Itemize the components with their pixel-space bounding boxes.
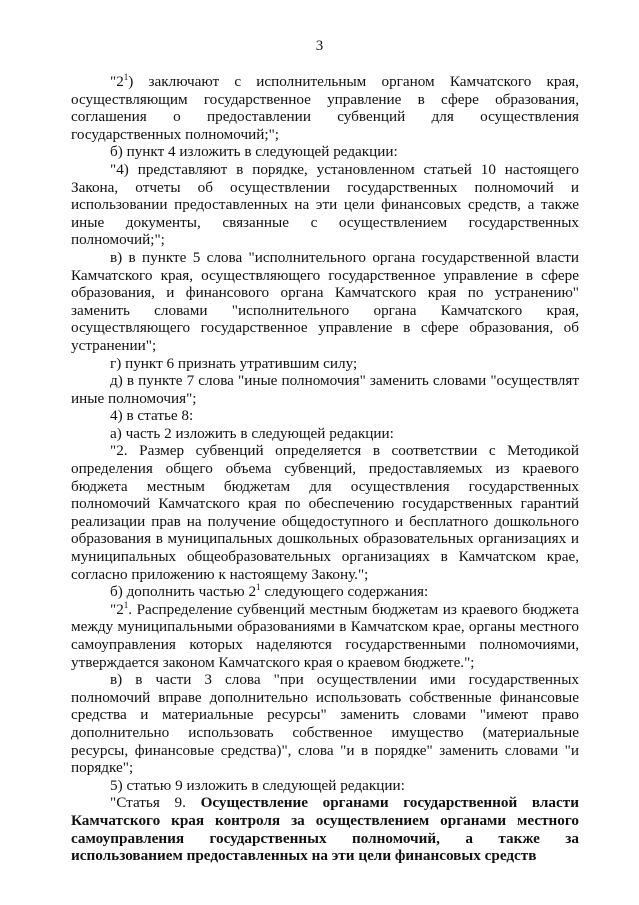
superscript: 1 (123, 599, 129, 610)
paragraph (71, 671, 579, 777)
text-run: "4) представляют в порядке, установленном статьей 10 настоящего Закона, отчеты об осуществлении государственных полномочий и использовании предоставленных на эти цели финансовых средств, а также иные документы, связанные с осуществлением государственных полномочий;"; (71, 160, 579, 249)
text-run: б) дополнить частью 2 (110, 583, 257, 601)
text-run: следующего содержания: (260, 583, 429, 601)
text-run: "2 (110, 73, 124, 90)
paragraph (71, 583, 579, 601)
document-body (71, 73, 579, 865)
paragraph (71, 442, 579, 583)
text-run: б) пункт 4 изложить в следующей редакции: (110, 143, 398, 161)
text-run: ) заключают с исполнительным органом Камчатского края, осуществляющим государственное управление в сфере образования, соглашения о предоставлении субвенций для осуществления государственных полномочий;"; (71, 73, 579, 143)
text-run: "2 (110, 600, 124, 618)
paragraph (71, 249, 579, 355)
text-run: 5) статью 9 изложить в следующей редакции: (110, 776, 405, 794)
page-number: 3 (315, 38, 324, 54)
paragraph (71, 161, 579, 249)
superscript: 1 (256, 582, 261, 593)
text-run: д) в пункте 7 слова "иные полномочия" заменить словами "осуществлят иные полномочия"; (71, 372, 579, 407)
bold-heading-text: Осуществление органами государственной власти Камчатского края контроля за осуществлением органами местного самоуправления государственных полномочий, а также за использованием предоставленных на эти цели финансовых средств (71, 794, 579, 865)
text-run: "2. Размер субвенций определяется в соответствии с Методикой определения общего объема субвенций, предоставляемых из краевого бюджета местным бюджетам для осуществления государственных полномочий Камчатского края по обеспечению государственных гарантий реализации прав на получение общедоступного и бесплатного дошкольного образования в муниципальных дошкольных образовательных организациях и муниципальных общеобразовательных организациях в Камчатском крае, согласно приложению к настоящему Закону."; (71, 442, 579, 583)
paragraph (71, 777, 579, 795)
paragraph (71, 73, 579, 143)
paragraph (71, 372, 579, 407)
text-run: . Распределение субвенций местным бюджетам из краевого бюджета между муниципальными образованиями в Камчатском крае, органы местного самоуправления которых наделяются государственными полномочиями, утверждается законом Камчатского края о краевом бюджете."; (71, 600, 579, 671)
text-run: в) в пункте 5 слова "исполнительного органа государственной власти Камчатского края, осуществляющего государственное управление в сфере образования, и финансового органа Камчатского края по устранению" заменить словами "исполнительного органа Камчатского края, осуществляющего государственное управление в сфере образования, об устранении"; (71, 248, 579, 354)
paragraph (71, 355, 579, 373)
paragraph (71, 407, 579, 425)
text-run: в) в части 3 слова "при осуществлении ими государственных полномочий вправе дополнительно использовать собственные финансовые средства и материальные ресурсы" заменить словами "имеют право дополнительно использовать собственное имущество (материальные ресурсы, финансовые средства)", слова "и в порядке" заменить словами "и порядке"; (71, 671, 579, 777)
text-run: а) часть 2 изложить в следующей редакции: (110, 424, 394, 442)
paragraph (71, 425, 579, 443)
text-run: г) пункт 6 признать утратившим силу; (110, 354, 358, 372)
text-run: 4) в статье 8: (110, 407, 194, 425)
paragraph (71, 794, 579, 864)
text-run: "Статья 9. (110, 794, 201, 812)
superscript: 1 (123, 72, 129, 82)
paragraph (71, 601, 579, 671)
paragraph (71, 143, 579, 161)
